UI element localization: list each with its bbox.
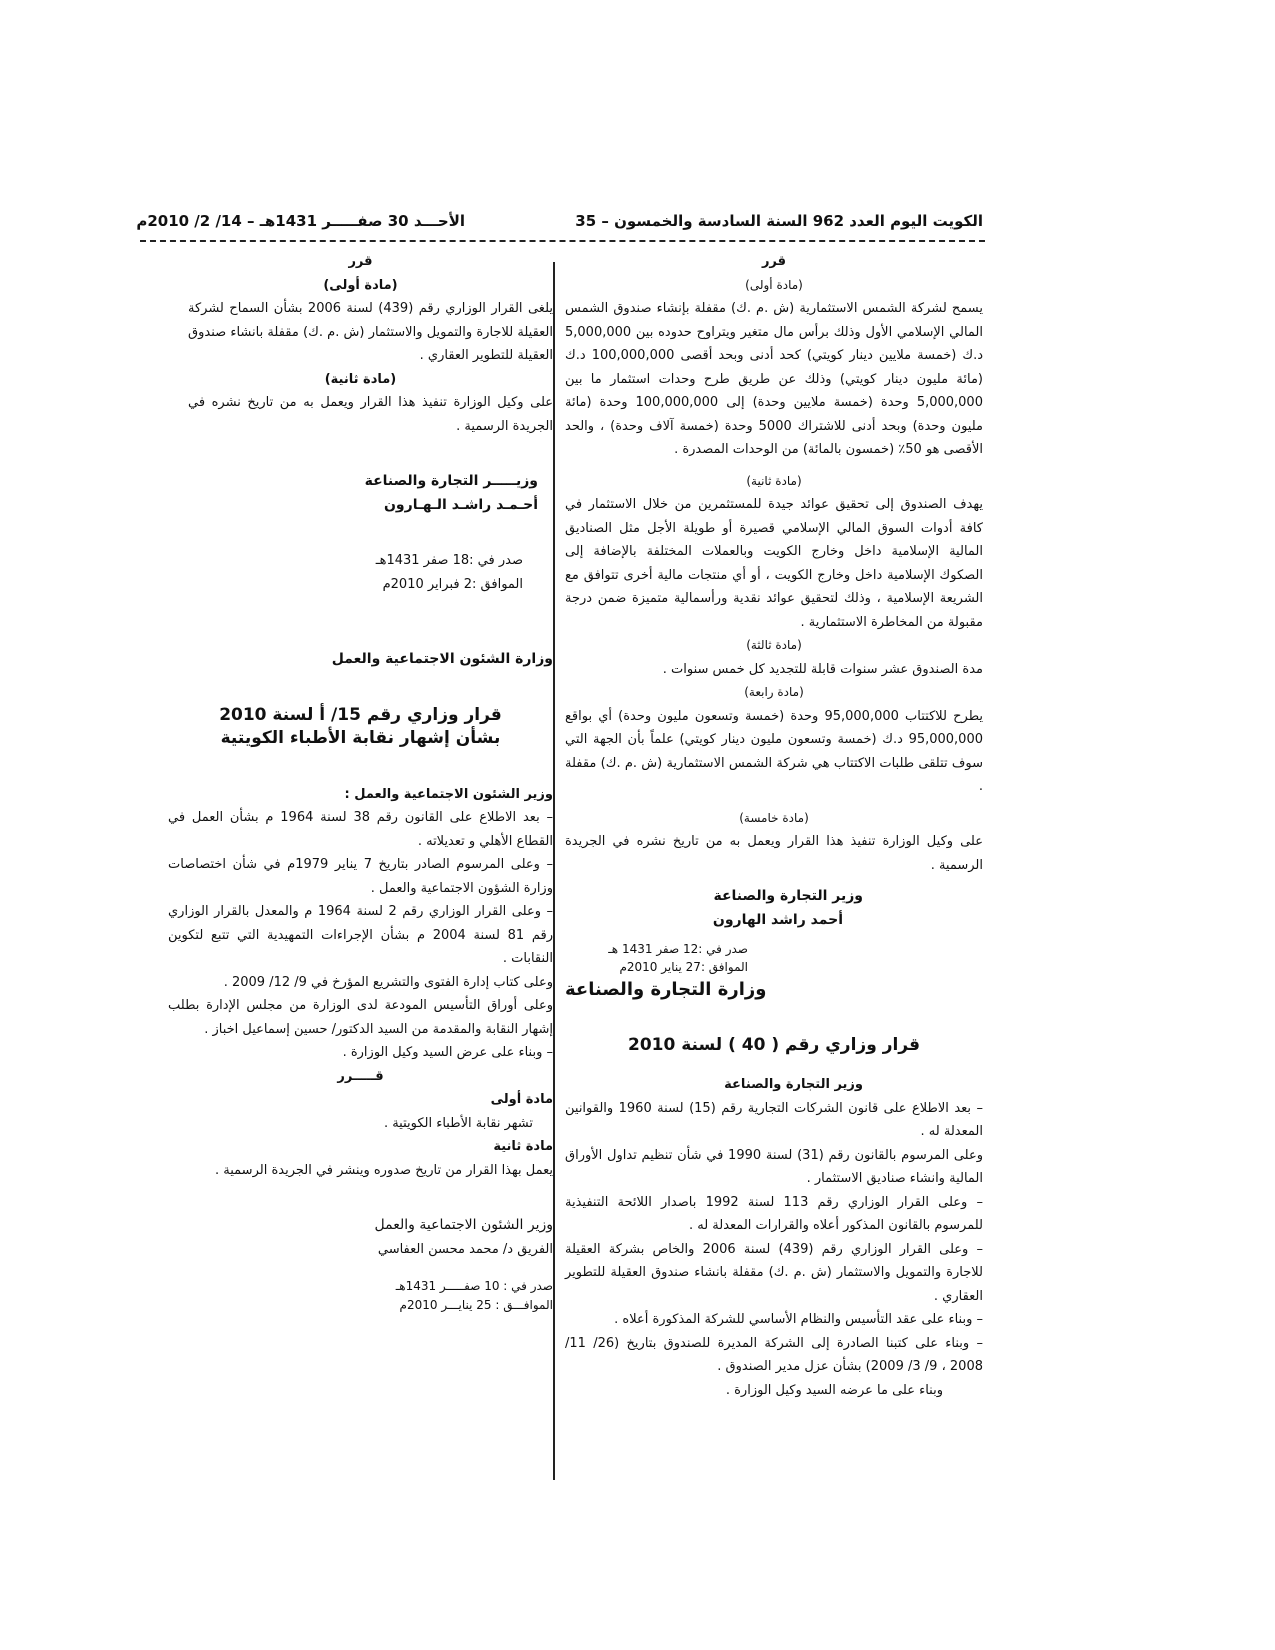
article-text: مدة الصندوق عشر سنوات قابلة للتجديد كل خمس سنوات . — [662, 661, 983, 677]
header-divider — [140, 240, 985, 242]
issue-date: صدر في :12 صفر 1431 هـ — [608, 942, 748, 956]
article-text: يطرح للاكتتاب 95,000,000 وحدة (خمسة وتسعون مليون وحدة) أي بواقع 95,000,000 د.ك (خمسة وتسعون مليون دينار كويتي) علماً بأن الجهة التي سوف تتلقى طلبات الاكتتاب هي شركة الشمس الاستثمارية (ش .م .ك) مقفلة . — [565, 708, 983, 794]
recital-item: وبناء على ما عرضه السيد وكيل الوزارة . — [725, 1382, 943, 1398]
signature-name: أحمد راشد الهارون — [712, 911, 843, 928]
ministry-name: وزارة التجارة والصناعة — [565, 979, 767, 1000]
signature-title: وزير التجارة والصناعة — [713, 888, 863, 904]
corresponding-date: الموافـــق : 25 ينايـــر 2010م — [399, 1298, 553, 1312]
article-heading: (مادة رابعة) — [744, 685, 804, 699]
article-text: على وكيل الوزارة تنفيذ هذا القرار ويعمل به من تاريخ نشره في الجريدة الرسمية . — [565, 834, 983, 873]
article-heading: (مادة ثانية) — [746, 473, 802, 488]
header-issue-info: الكويت اليوم العدد 962 السنة السادسة والخمسون – 35 — [575, 212, 983, 230]
recital-item: وعلى أوراق التأسيس المودعة لدى الوزارة من مجلس الإدارة بطلب إشهار النقابة والمقدمة من السيد الدكتور/ حسين إسماعيل اخباز . — [168, 998, 553, 1037]
recital-item: – وبناء على كتبنا الصادرة إلى الشركة المديرة للصندوق بتاريخ (26/ 11/ 2008 ، 9/ 3/ 2009) بشأن عزل مدير الصندوق . — [565, 1335, 983, 1374]
header-date: الأحـــد 30 صفـــــر 1431هـ – 14/ 2/ 2010م — [136, 212, 465, 230]
corresponding-date: الموافق :27 يناير 2010م — [619, 960, 748, 974]
decision-heading: قـــــرر — [337, 1068, 384, 1084]
signature-name: أحـمـد راشـد الـهـارون — [383, 496, 538, 513]
recital-item: – وعلى القرار الوزاري رقم 2 لسنة 1964 م والمعدل بالقرار الوزاري رقم 81 لسنة 2004 م بشأن الإجراءات التمهيدية التي تتبع لتكوين النقابات . — [168, 904, 554, 966]
recital-item: – وعلى المرسوم الصادر بتاريخ 7 يناير 1979م في شأن اختصاصات وزارة الشؤون الاجتماعية والعمل . — [168, 857, 553, 896]
recital-item: – وعلى القرار الوزاري رقم (439) لسنة 2006 والخاص بشركة العقيلة للاجارة والتمويل والاستثمار (ش .م .ك) مقفلة بانشاء صندوق العقيلة للتطوير العقاري . — [565, 1241, 983, 1304]
column-divider — [553, 262, 555, 1480]
recital-item: – بعد الاطلاع على القانون رقم 38 لسنة 1964 م بشأن العمل في القطاع الأهلي و تعديلاته . — [168, 810, 553, 849]
signature-title: وزير الشئون الاجتماعية والعمل — [374, 1217, 553, 1233]
article-text: يهدف الصندوق إلى تحقيق عوائد جيدة للمستثمرين من خلال الاستثمار في كافة أدوات السوق المالي الإسلامي قصيرة أو طويلة الأجل مثل الصناديق المالية الإسلامية داخل وخارج الكويت وبالعملات المختلفة بالإضافة إلى الصكوك الإسلامية داخل وخارج الكويت ، أو أي منتجات مالية أخرى تتوافق مع الشريعة الإسلامية ، وذلك لتحقيق عوائد نقدية ورأسمالية متميزة ضمن درجة مقبولة من المخاطرة الاستثمارية . — [565, 497, 983, 630]
ministry-name: وزارة الشئون الاجتماعية والعمل — [331, 651, 553, 667]
recital-item: – وبناء على عرض السيد وكيل الوزارة . — [342, 1045, 553, 1060]
article-heading: (مادة خامسة) — [739, 810, 809, 825]
minister-intro: وزير الشئون الاجتماعية والعمل : — [344, 786, 553, 802]
recital-item: وعلى المرسوم بالقانون رقم (31) لسنة 1990 في شأن تنظيم تداول الأوراق المالية وانشاء صناديق الاستثمار . — [565, 1147, 983, 1186]
article-text: يلغى القرار الوزاري رقم (439) لسنة 2006 بشأن السماح لشركة العقيلة للاجارة والتمويل والاستثمار (ش .م .ك) مقفلة بانشاء صندوق العقيلة للتطوير العقاري . — [188, 301, 553, 363]
recital-item: – وبناء على عقد التأسيس والنظام الأساسي للشركة المذكورة أعلاه . — [614, 1312, 983, 1327]
issue-date: صدر في : 10 صفـــــر 1431هـ — [395, 1279, 553, 1293]
recital-item: – وعلى القرار الوزاري رقم 113 لسنة 1992 باصدار اللائحة التنفيذية للمرسوم بالقانون المذكور أعلاه والقرارات المعدلة له . — [565, 1194, 984, 1233]
article-text: يسمح لشركة الشمس الاستثمارية (ش .م .ك) مقفلة بإنشاء صندوق الشمس المالي الإسلامي الأول وذلك برأس مال متغير ويتراوح حدوده بين 5,000,000 د.ك (خمسة ملايين دينار كويتي) كحد أدنى وبحد أقصى 100,000,000 د.ك (مائة مليون دينار كويتي) وذلك عن طريق طرح وحدات استثمار ما بين 5,000,000 وحدة (خمسة ملايين وحدة) إلى 100,000,000 وحدة (مائة مليون وحدة) وبحد أدنى للاشتراك 5000 وحدة (خمسة آلاف وحدة) ، والحد الأقصى هو 50٪ (خمسون بالمائة) من الوحدات المصدرة . — [565, 301, 983, 457]
left-column — [168, 250, 553, 1315]
decision-title: قرار وزاري رقم ( 40 ) لسنة 2010 — [627, 1034, 921, 1055]
article-text: يعمل بهذا القرار من تاريخ صدوره وينشر في الجريدة الرسمية . — [215, 1162, 553, 1178]
decision-title: قرار وزاري رقم 15/ أ لسنة 2010 — [219, 704, 502, 725]
right-column — [565, 250, 983, 1402]
article-heading: مادة أولى — [490, 1092, 553, 1107]
decision-heading: قرر — [761, 254, 787, 269]
article-heading: (مادة أولى) — [323, 277, 398, 293]
recital-item: – بعد الاطلاع على قانون الشركات التجارية رقم (15) لسنة 1960 والقوانين المعدلة له . — [565, 1100, 983, 1139]
article-heading: مادة ثانية — [493, 1139, 553, 1154]
decision-heading: قرر — [348, 254, 373, 269]
article-text: تشهر نقابة الأطباء الكويتية . — [383, 1115, 533, 1131]
signature-title: وزيـــــر التجارة والصناعة — [364, 473, 538, 489]
issue-date: صدر في :18 صفر 1431هـ — [375, 553, 523, 568]
corresponding-date: الموافق :2 فبراير 2010م — [382, 576, 523, 592]
article-heading: (مادة أولى) — [745, 277, 803, 292]
article-heading: (مادة ثانية) — [324, 371, 397, 387]
signature-name: الفريق د/ محمد محسن العفاسي — [377, 1241, 553, 1257]
article-heading: (مادة ثالثة) — [746, 638, 802, 652]
article-text: على وكيل الوزارة تنفيذ هذا القرار ويعمل به من تاريخ نشره في الجريدة الرسمية . — [188, 395, 553, 434]
recital-item: وعلى كتاب إدارة الفتوى والتشريع المؤرخ في 9/ 12/ 2009 . — [223, 974, 553, 990]
minister-intro: وزير التجارة والصناعة — [724, 1077, 863, 1092]
decision-subtitle: بشأن إشهار نقابة الأطباء الكويتية — [220, 728, 501, 748]
